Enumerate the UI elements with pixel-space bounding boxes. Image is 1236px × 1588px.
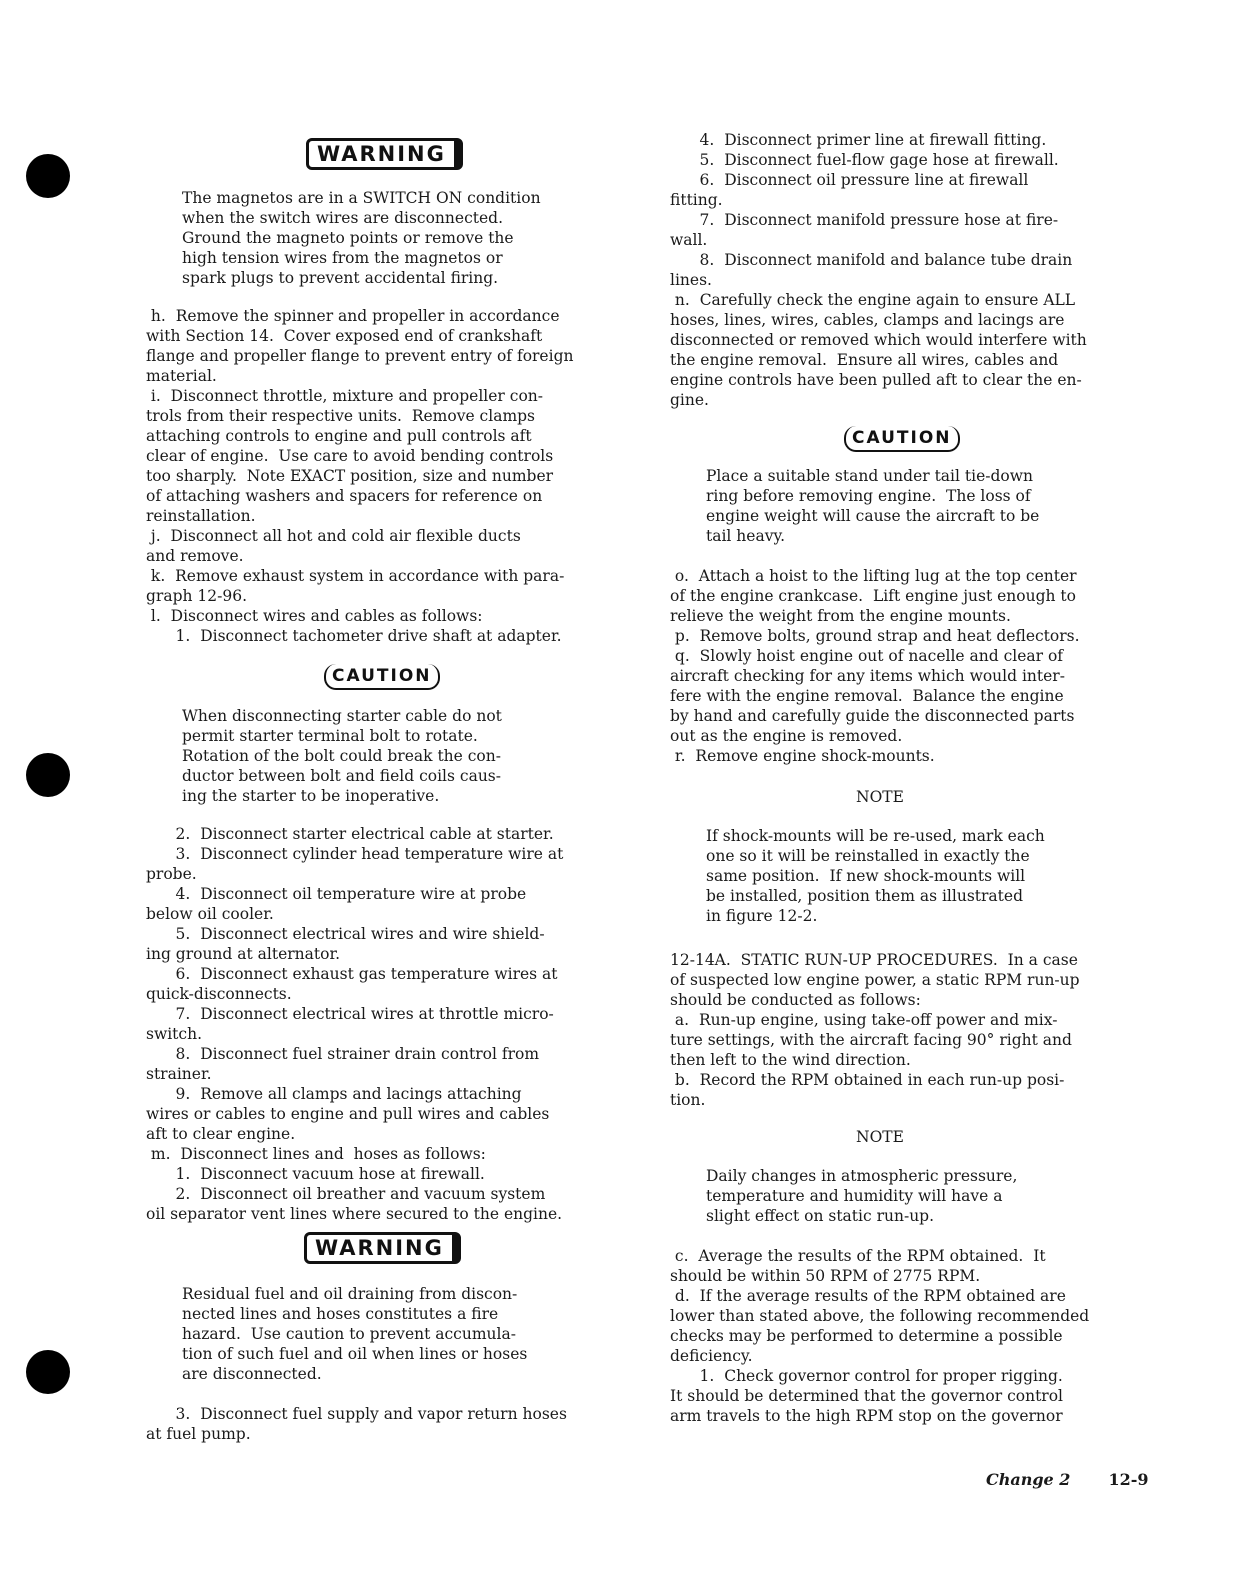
note-heading-2: NOTE [856, 1128, 904, 1146]
warning-badge-2: WARNING [304, 1232, 461, 1264]
change-label: Change 2 [986, 1470, 1071, 1489]
punch-hole-bottom [26, 1350, 70, 1394]
page-footer [986, 1470, 1148, 1489]
punch-hole-middle [26, 753, 70, 797]
caution-badge-2: CAUTION [844, 426, 960, 452]
punch-hole-top [26, 154, 70, 198]
warning-badge: WARNING [306, 138, 463, 170]
caution-badge: CAUTION [324, 664, 440, 690]
note-heading: NOTE [856, 788, 904, 806]
page-number: 12-9 [1108, 1470, 1149, 1489]
